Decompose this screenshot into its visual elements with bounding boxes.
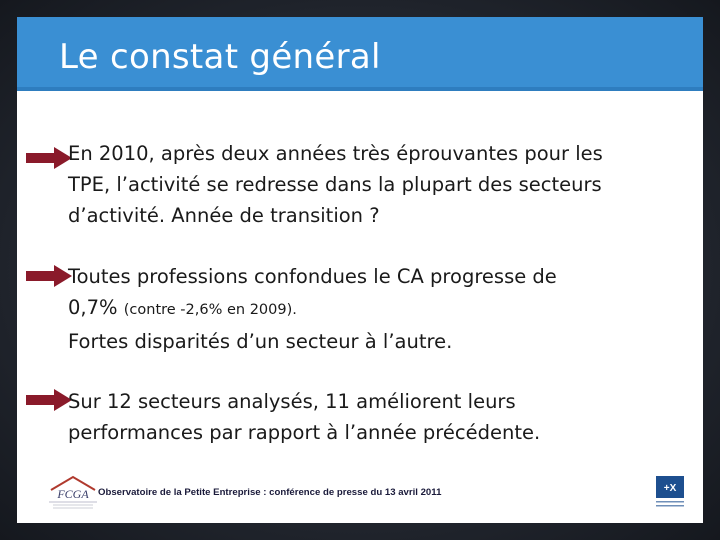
bullet-2-line-3: Fortes disparités d’un secteur à l’autre. xyxy=(68,330,453,353)
fcga-logo xyxy=(43,474,103,514)
arrow-right-icon xyxy=(24,146,74,170)
bullet-1-text xyxy=(68,138,668,231)
svg-text:+X: +X xyxy=(663,483,677,494)
bullet-1-line-2: TPE, l’activité se redresse dans la plupart des secteurs xyxy=(68,173,602,196)
bullet-3-line-1: Sur 12 secteurs analysés, 11 améliorent leurs xyxy=(68,390,516,413)
slide-title: Le constat général xyxy=(59,37,381,77)
svg-text:FCGA: FCGA xyxy=(57,487,89,501)
bullet-2-line-1: Toutes professions confondues le CA progresse de xyxy=(68,265,557,288)
title-bar xyxy=(17,17,703,91)
arrow-right-icon xyxy=(24,264,74,288)
bullet-3-text xyxy=(68,386,668,448)
bullet-2-value: 0,7% xyxy=(68,296,124,319)
banque-populaire-logo xyxy=(653,474,687,510)
bullet-1-line-3: d’activité. Année de transition ? xyxy=(68,204,380,227)
bullet-3-line-2: performances par rapport à l’année précédente. xyxy=(68,421,541,444)
bullet-1-line-1: En 2010, après deux années très éprouvantes pour les xyxy=(68,142,603,165)
footer-text: Observatoire de la Petite Entreprise : conférence de presse du 13 avril 2011 xyxy=(98,487,442,498)
bullet-2-note: (contre -2,6% en 2009). xyxy=(123,302,297,318)
bullet-2-line-2 xyxy=(68,292,668,326)
bullet-2-text xyxy=(68,261,668,357)
arrow-right-icon xyxy=(24,388,74,412)
